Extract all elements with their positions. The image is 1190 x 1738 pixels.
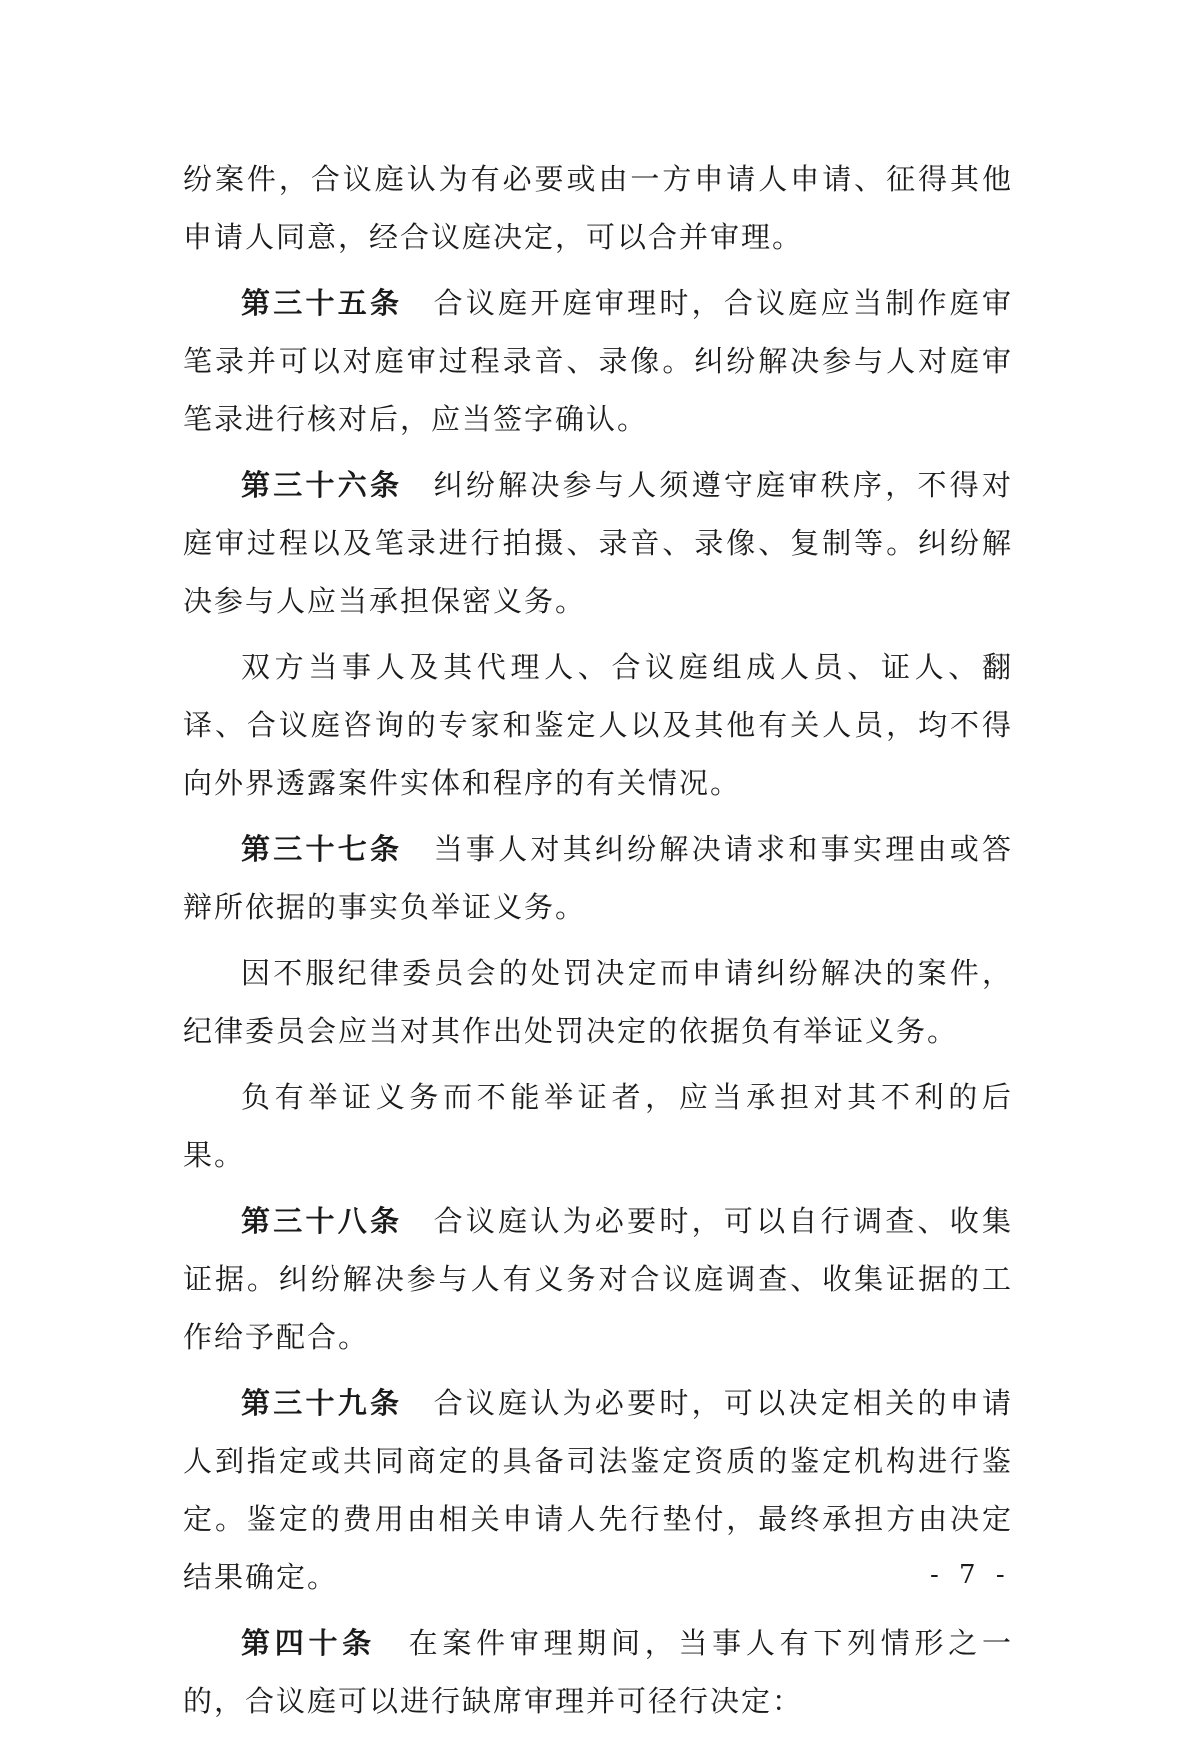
article-text: 合议庭认为必要时，可以自行调查、收集证据。纠纷解决参与人有义务对合议庭调查、收集证据的工作给予配合。 — [183, 1204, 1013, 1354]
article-text: 当事人对其纠纷解决请求和事实理由或答辩所依据的事实负举证义务。 — [183, 832, 1013, 924]
article-title: 第三十八条 — [241, 1204, 403, 1238]
article-text: 在案件审理期间，当事人有下列情形之一的，合议庭可以进行缺席审理并可径行决定： — [183, 1626, 1013, 1718]
article-39 — [183, 1374, 1013, 1606]
article-title: 第三十七条 — [241, 832, 403, 866]
article-38 — [183, 1192, 1013, 1366]
article-text: 纠纷解决参与人须遵守庭审秩序，不得对庭审过程以及笔录进行拍摄、录音、录像、复制等。纠纷解决参与人应当承担保密义务。 — [183, 468, 1013, 618]
article-text: 合议庭开庭审理时，合议庭应当制作庭审笔录并可以对庭审过程录音、录像。纠纷解决参与人对庭审笔录进行核对后，应当签字确认。 — [183, 286, 1013, 436]
article-37 — [183, 820, 1013, 936]
article-title: 第四十条 — [241, 1626, 376, 1660]
article-40 — [183, 1614, 1013, 1730]
article-36 — [183, 456, 1013, 630]
article-text: 合议庭认为必要时，可以决定相关的申请人到指定或共同商定的具备司法鉴定资质的鉴定机构进行鉴定。鉴定的费用由相关申请人先行垫付，最终承担方由决定结果确定。 — [183, 1386, 1013, 1594]
paragraph-continuation: 纷案件，合议庭认为有必要或由一方申请人申请、征得其他申请人同意，经合议庭决定，可以合并审理。 — [183, 162, 1013, 254]
page-number: - 7 - — [930, 1560, 1011, 1590]
article-title: 第三十五条 — [241, 286, 403, 320]
paragraph: 负有举证义务而不能举证者，应当承担对其不利的后果。 — [183, 1080, 1013, 1172]
article-35 — [183, 274, 1013, 448]
article-title: 第三十九条 — [241, 1386, 403, 1420]
document-body — [183, 150, 1013, 1738]
paragraph: 双方当事人及其代理人、合议庭组成人员、证人、翻译、合议庭咨询的专家和鉴定人以及其他有关人员，均不得向外界透露案件实体和程序的有关情况。 — [183, 650, 1013, 800]
paragraph: 因不服纪律委员会的处罚决定而申请纠纷解决的案件，纪律委员会应当对其作出处罚决定的依据负有举证义务。 — [183, 956, 1013, 1048]
article-title: 第三十六条 — [241, 468, 403, 502]
